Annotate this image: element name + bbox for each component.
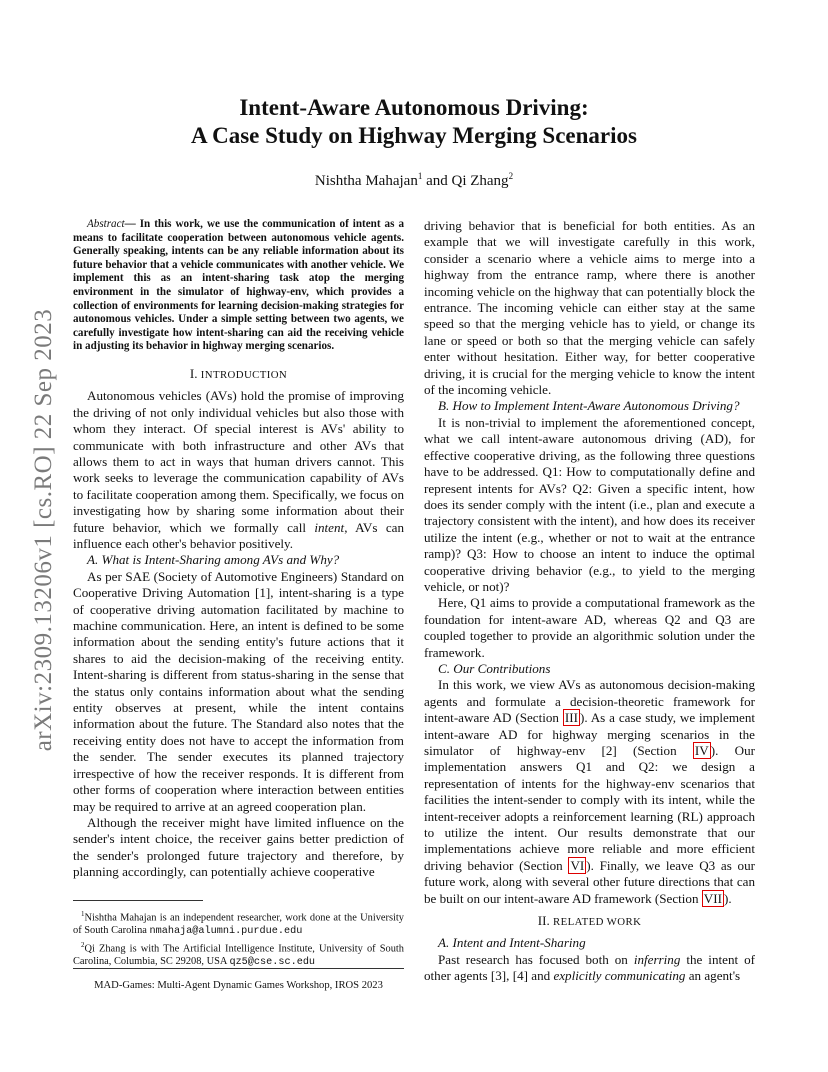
arxiv-id: arXiv:2309.13206v1 [cs.RO] 22 Sep 2023 bbox=[30, 308, 57, 752]
section-1-title: INTRODUCTION bbox=[200, 368, 288, 381]
contrib-text-d: ). Finally, we leave Q3 as our future work, along with several other future directions that can be built on our intent-aware AD framework (Section bbox=[424, 857, 755, 906]
author-1-mark: 1 bbox=[417, 171, 423, 181]
subsection-b-heading: B. How to Implement Intent-Aware Autonomous Driving? bbox=[438, 398, 740, 414]
subsection-a-paragraph-1: As per SAE (Society of Automotive Engineers) Standard on Cooperative Driving Automation [1], intent-sharing is a type of cooperative driving automation facilitated by machine to machine communication. Here, an intent is defined to be some information about the sending entity's future actions that it shares to aid the decision-making of the receiving entity. Intent-sharing is different from status-sharing in the sense that the status only contains information about what the sending entity observes at present, while the intent contains information about the future. The Standard also notes that the receiving entity does not have to accept the information from the sender. The sender executes its planned trajectory irrespective of how the receiver responds. It is different from other forms of cooperation where interaction between entities may be required to arrive at an agreed cooperation plan. bbox=[73, 568, 404, 814]
abstract bbox=[73, 218, 404, 354]
author-and: and bbox=[422, 173, 452, 189]
paper-title-line2: A Case Study on Highway Merging Scenarios bbox=[191, 123, 637, 148]
section-1-heading bbox=[73, 366, 404, 383]
right-column bbox=[424, 218, 755, 985]
rw-text-b: the intent of other agents [3], [4] and bbox=[424, 951, 756, 984]
abstract-text: — In this work, we use the communication of intent as a means to facilitate cooperation between autonomous vehicle agents. Generally speaking, intents can be any reliable information about its future behavior that a vehicle communicates with another vehicle. We implement this as an intent-sharing task atop the merging environment in the simulator of highway-env, which provides a collection of environments for learning decision-making strategies for autonomous vehicles. Under a simple setting between two agents, we carefully investigate how intent-sharing can aid the receiving vehicle in adjusting its behavior in highway merging scenarios. bbox=[73, 218, 404, 353]
section-ref-link[interactable]: VII bbox=[703, 890, 722, 906]
rw-text-c: an agent's bbox=[685, 968, 741, 984]
footnote-rule bbox=[73, 900, 203, 901]
contrib-text-b: ). As a case study, we implement intent-aware AD for highway merging scenarios in the simulator of highway-env [2] (Section bbox=[424, 710, 756, 758]
left-column bbox=[73, 218, 404, 881]
contrib-text-e: ). bbox=[723, 890, 732, 906]
subsection-b-paragraph-1: It is non-trivial to implement the aforementioned concept, what we call intent-aware autonomous driving (AD), for effective cooperative driving, as the following three questions have to be addressed. Q1: How to computationally define and represent intents for AVs? Q2: Given a specific intent, how does its sender comply with the intent (i.e., plan and execute a trajectory consistent with the intent), and how does its receiver utilize the intent (e.g., whether or not to wait at the entrance ramp)? Q3: How to choose an intent to induce the optimal cooperative driving behavior (e.g., to yield to the merging vehicle, or not)? bbox=[424, 414, 755, 594]
footnote-1-email[interactable]: nmahaja@alumni.purdue.edu bbox=[149, 926, 303, 938]
arxiv-stamp bbox=[24, 280, 64, 780]
section-ref-link[interactable]: IV bbox=[694, 743, 709, 758]
footnote-2-email[interactable]: qz5@cse.sc.edu bbox=[229, 956, 316, 968]
rw-text-a: Past research has focused both on bbox=[438, 951, 634, 967]
contrib-text-c: ). Our implementation answers Q1 and Q2: we design a representation of intents for the highway-env scenarios that facilities the intent-sender to comply with its intent, while the intent-receiver adopts a reinforcement learning (RL) approach to utilize the intent. Our results demonstrate that our implementations achieve more reliable and more efficient driving behavior (Section bbox=[424, 743, 755, 873]
section-2-number: II. bbox=[537, 913, 553, 929]
section-2-heading bbox=[424, 913, 755, 930]
intro-paragraph bbox=[73, 388, 404, 552]
venue-rule bbox=[73, 968, 404, 969]
author-2: Qi Zhang bbox=[451, 173, 509, 189]
author-2-mark: 2 bbox=[508, 171, 514, 181]
footnote-1-mark: 1 bbox=[81, 910, 85, 918]
venue-line: MAD-Games: Multi-Agent Dynamic Games Workshop, IROS 2023 bbox=[94, 980, 383, 991]
section-1-number: I. bbox=[189, 365, 201, 381]
author-1: Nishtha Mahajan bbox=[314, 173, 418, 189]
intro-text-b: , AVs can influence each other's behavior positively. bbox=[73, 519, 404, 551]
rw-emphasis-1: inferring bbox=[633, 951, 681, 967]
section-ref-link[interactable]: III bbox=[564, 710, 578, 726]
authors bbox=[0, 171, 828, 190]
subsection-c-heading: C. Our Contributions bbox=[438, 660, 551, 676]
paper-title-line1: Intent-Aware Autonomous Driving: bbox=[239, 95, 589, 120]
footnote-2 bbox=[73, 939, 404, 970]
right-paragraph-1: driving behavior that is beneficial for both entities. As an example that we will investigate carefully in this work, consider a scenario where a vehicle aims to merge into a highway from the entrance ramp, where there is another incoming vehicle on the highway that can potentially block the entrance. The incoming vehicle can either stay at the same speed so that the merging vehicle has to yield, or change its lane or speed or both so that the merging vehicle can safely enter without hesitation. Either way, for better cooperative driving, it is crucial for the merging vehicle to know the intent of the incoming vehicle. bbox=[424, 218, 755, 398]
footnote-2-text: Qi Zhang is with The Artificial Intelligence Institute, University of South Carolina, Columbia, SC 29208, USA bbox=[73, 943, 404, 967]
footnotes bbox=[73, 908, 404, 969]
footnote-1 bbox=[73, 908, 404, 939]
subsection-a-paragraph-2: Although the receiver might have limited influence on the sender's intent choice, the receiver gains better prediction of the sender's prolonged future trajectory and therefore, by planning accordingly, can potentially achieve cooperative bbox=[73, 814, 404, 880]
subsection-b-paragraph-2: Here, Q1 aims to provide a computational framework as the foundation for intent-aware AD, whereas Q2 and Q3 are coupled together to provide an algorithmic solution under the framework. bbox=[424, 595, 755, 660]
footnote-2-mark: 2 bbox=[81, 940, 85, 949]
abstract-label: Abstract bbox=[87, 218, 125, 230]
section-2-title: RELATED WORK bbox=[553, 916, 642, 929]
subsection-a-heading: A. What is Intent-Sharing among AVs and Why? bbox=[87, 552, 340, 568]
subsection-c-paragraph bbox=[424, 677, 755, 907]
rw-emphasis-2: explicitly communicating bbox=[553, 968, 686, 984]
intro-text-a: Autonomous vehicles (AVs) hold the promise of improving the driving of not only individual vehicles but also those with whom they interact. Of special interest is AVs' ability to communicate with both infrastructure and other AVs that allows them to act in ways that human drivers cannot. This work seeks to leverage the communication capability of AVs to facilitate cooperation among them. Specifically, we focus on investigating how by sharing some information about their future behavior, which we formally call bbox=[73, 388, 404, 535]
subsection-a2-heading: A. Intent and Intent-Sharing bbox=[438, 935, 586, 951]
section-ref-link[interactable]: VI bbox=[570, 857, 585, 873]
contrib-text-a: In this work, we view AVs as autonomous decision-making agents and formulate a decision-theoretic framework for intent-aware AD (Section bbox=[424, 677, 755, 726]
related-work-paragraph bbox=[424, 952, 755, 985]
footnote-1-text: Nishtha Mahajan is an independent researcher, work done at the University of South Carolina bbox=[73, 912, 404, 937]
intro-emphasis: intent bbox=[314, 519, 345, 535]
